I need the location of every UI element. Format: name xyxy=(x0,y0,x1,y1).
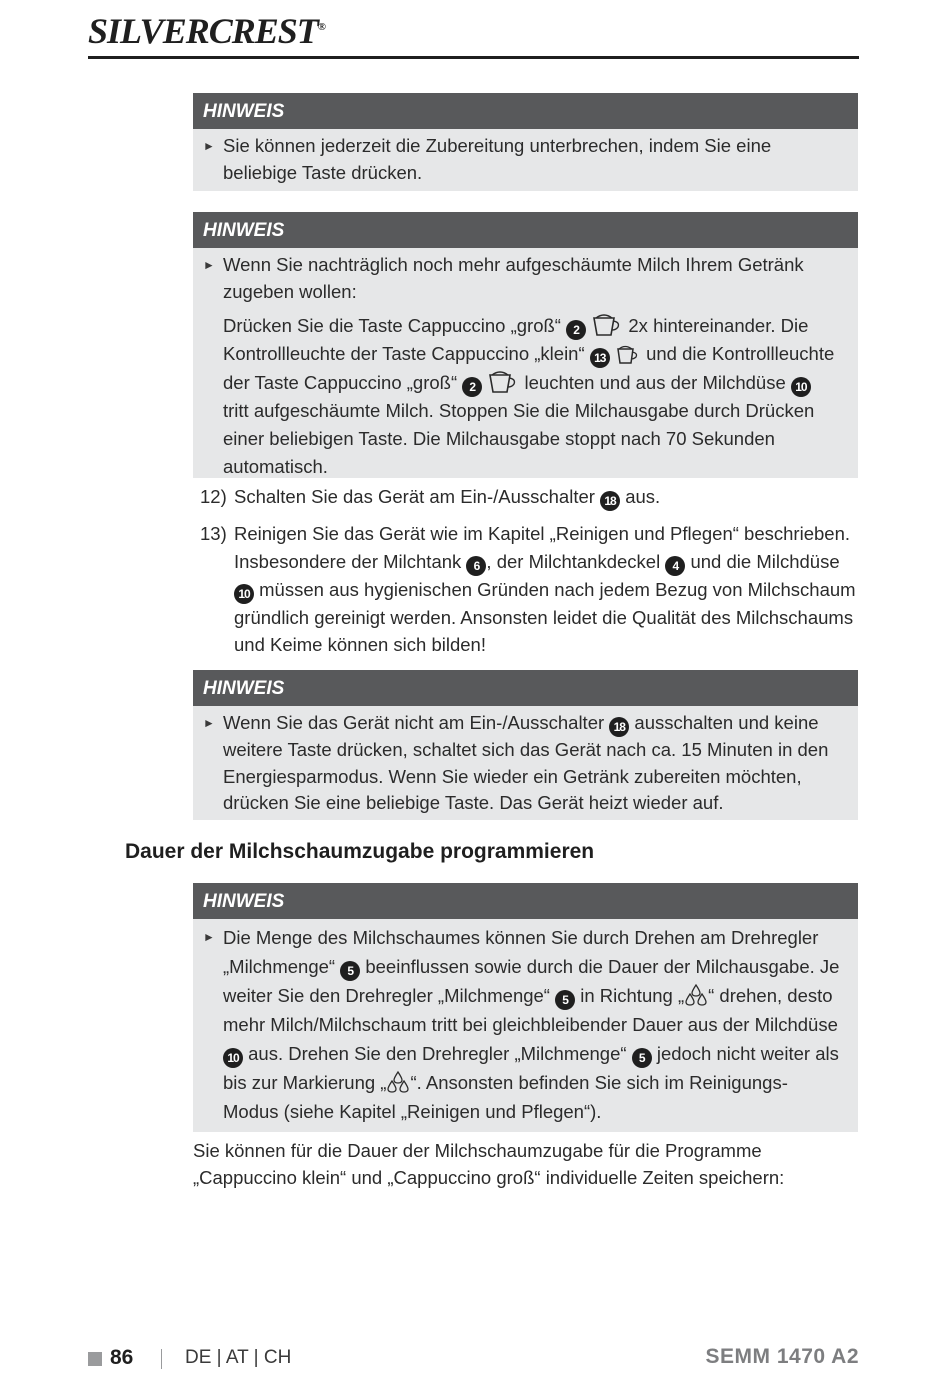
callout-18: 18 xyxy=(600,491,620,511)
list-item xyxy=(200,483,860,511)
callout-5: 5 xyxy=(555,990,575,1010)
footer-languages: DE | AT | CH xyxy=(185,1347,292,1368)
callout-5: 5 xyxy=(632,1048,652,1068)
note-heading: HINWEIS xyxy=(193,670,858,706)
step-text: Schalten Sie das Gerät am Ein-/Ausschalter xyxy=(234,486,595,507)
note-text: Drücken Sie die Taste Cappuccino „groß“ xyxy=(223,315,561,336)
step-text: aus. xyxy=(625,486,661,507)
note-text: “. Ansonsten befinden Sie sich im Reinigungs-Modus (siehe Kapitel „Reinigen und Pflegen“). xyxy=(223,1072,788,1122)
note-text: Wenn Sie nachträglich noch mehr aufgeschäumte Milch Ihrem Getränk zugeben wollen: xyxy=(223,254,804,302)
note-heading: HINWEIS xyxy=(193,883,858,919)
model-number: SEMM 1470 A2 xyxy=(705,1345,859,1368)
callout-13: 13 xyxy=(590,348,610,368)
step-text: und die Milchdüse xyxy=(690,550,840,572)
note-text: jedoch nicht weiter als bis zur Markierung „ xyxy=(223,1043,839,1093)
note-heading: HINWEIS xyxy=(193,212,858,248)
note-box-4 xyxy=(193,883,858,1132)
callout-10: 10 xyxy=(234,584,254,604)
callout-10: 10 xyxy=(791,377,811,397)
step-text: Reinigen Sie das Gerät wie im Kapitel „Reinigen und Pflegen“ beschrieben. Insbesondere der Milchtank xyxy=(234,523,850,572)
note-text: Wenn Sie das Gerät nicht am Ein-/Ausschalter xyxy=(223,712,605,733)
steps-list xyxy=(200,483,860,659)
callout-10: 10 xyxy=(223,1048,243,1068)
bullet-arrow-icon: ► xyxy=(203,258,215,272)
note-text: aus. Drehen Sie den Drehregler „Milchmenge“ xyxy=(248,1043,627,1064)
note-text: leuchten und aus der Milchdüse xyxy=(524,372,786,393)
page-footer xyxy=(88,1345,859,1375)
note-box-3 xyxy=(193,670,858,820)
step-number: 12) xyxy=(200,486,227,507)
note-text: 2x hintereinander. Die Kontrollleuchte der Taste Cappuccino „klein“ xyxy=(223,315,809,364)
cup-small-icon xyxy=(615,343,641,365)
header-rule xyxy=(88,56,859,59)
step-text: müssen aus hygienischen Gründen nach jedem Bezug von Milchschaum gründlich gereinigt werden. Ansonsten leidet die Qualität des Milchschaums und Keime können sich bilden! xyxy=(234,578,856,655)
callout-2: 2 xyxy=(462,377,482,397)
footer-square-icon xyxy=(88,1352,102,1366)
callout-2: 2 xyxy=(566,320,586,340)
note-text: Die Menge des Milchschaumes können Sie durch Drehen am Drehregler „Milchmenge“ xyxy=(223,927,819,977)
note-text: tritt aufgeschäumte Milch. Stoppen Sie die Milchausgabe durch Drücken einer beliebigen Taste. Die Milchausgabe stoppt nach 70 Sekunden automatisch. xyxy=(223,400,815,477)
note-text: und die Kontrollleuchte der Taste Cappuccino „groß“ xyxy=(223,343,835,393)
note-text: in Richtung „ xyxy=(580,985,685,1006)
cup-large-icon xyxy=(591,311,623,337)
page-number: 86 xyxy=(110,1346,134,1369)
note-text: “ drehen, desto mehr Milch/Milchschaum tritt bei gleichbleibender Dauer aus der Milchdüse xyxy=(223,985,838,1035)
step-text: , der Milchtankdeckel xyxy=(486,550,661,572)
bullet-arrow-icon: ► xyxy=(203,930,215,944)
note-text: ausschalten und keine weitere Taste drücken, schaltet sich das Gerät nach ca. 15 Minuten in den Energiesparmodus. Wenn Sie wieder ein Getränk zubereiten möchten, drücken Sie eine beliebige Taste. Das Gerät heizt wieder auf. xyxy=(223,712,829,813)
note-box-2 xyxy=(193,212,858,478)
brand-logo: SILVERCREST® xyxy=(88,11,325,51)
note-box-1 xyxy=(193,93,858,191)
section-heading: Dauer der Milchschaumzugabe programmieren xyxy=(125,840,595,863)
callout-5: 5 xyxy=(340,961,360,981)
footer-divider xyxy=(161,1349,162,1369)
body-paragraph: Sie können für die Dauer der Milchschaumzugabe für die Programme „Cappuccino klein“ und „Cappuccino groß“ individuelle Zeiten speichern: xyxy=(193,1140,785,1188)
callout-6: 6 xyxy=(466,556,486,576)
callout-4: 4 xyxy=(665,556,685,576)
milk-drops-more-icon xyxy=(684,983,708,1007)
milk-drops-max-icon xyxy=(386,1070,410,1094)
bullet-arrow-icon: ► xyxy=(203,139,215,153)
note-text: beeinflussen sowie durch die Dauer der Milchausgabe. Je weiter Sie den Drehregler „Milchmenge“ xyxy=(223,956,840,1006)
callout-18: 18 xyxy=(609,717,629,737)
list-item xyxy=(200,520,860,659)
step-number: 13) xyxy=(200,523,227,544)
cup-large-icon xyxy=(487,368,519,394)
note-heading: HINWEIS xyxy=(193,93,858,129)
bullet-arrow-icon: ► xyxy=(203,716,215,730)
note-text: Sie können jederzeit die Zubereitung unterbrechen, indem Sie eine beliebige Taste drücken. xyxy=(223,135,772,183)
